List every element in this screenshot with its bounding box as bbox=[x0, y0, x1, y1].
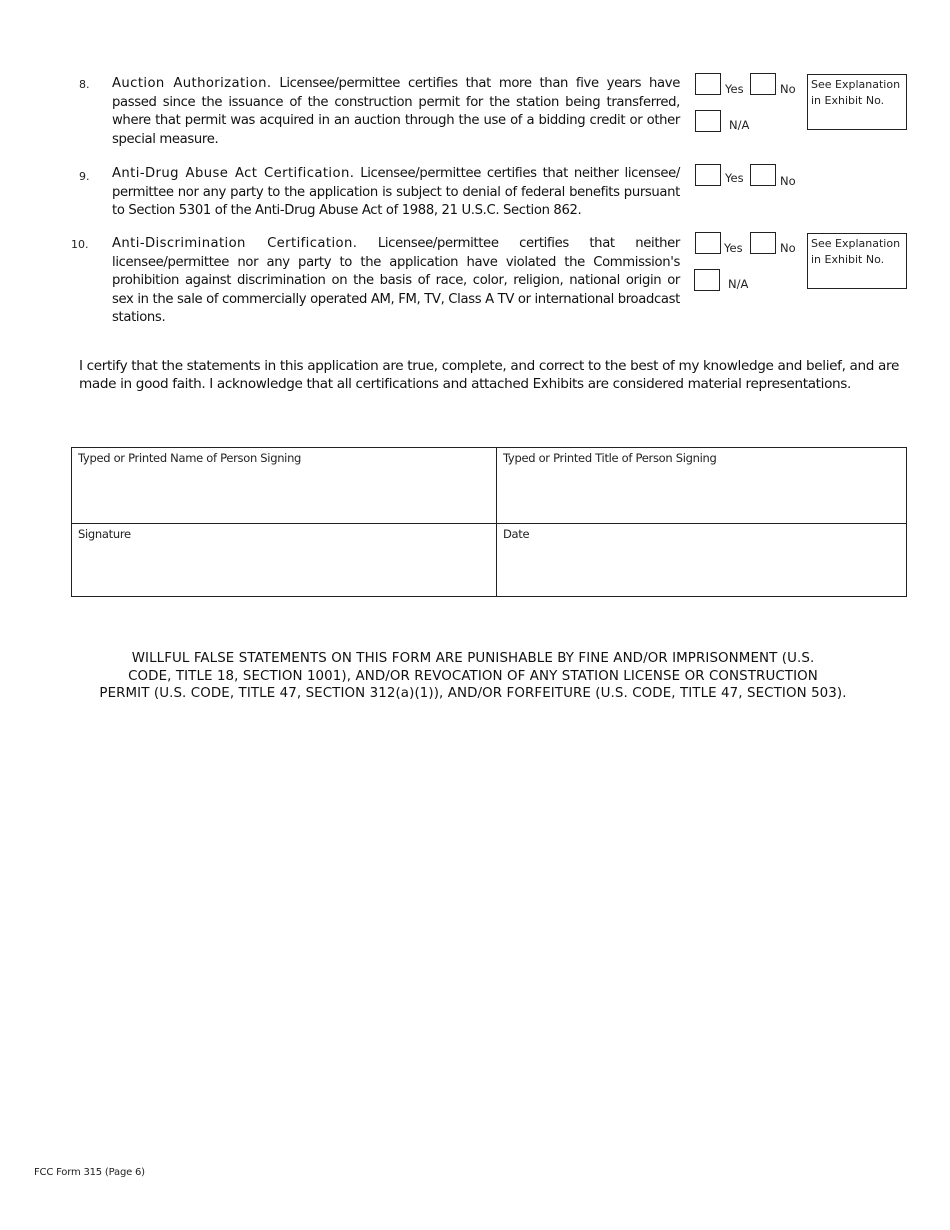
exhibit-number-box-10[interactable]: See Explanation in Exhibit No. bbox=[807, 233, 907, 289]
false-statement-warning bbox=[78, 650, 868, 703]
na-checkbox-8[interactable] bbox=[695, 110, 721, 132]
item-text bbox=[112, 75, 680, 149]
item-number: 10. bbox=[71, 238, 89, 251]
no-checkbox-8[interactable] bbox=[750, 73, 776, 95]
title-field[interactable] bbox=[497, 448, 906, 523]
item-title: Anti-Drug Abuse Act Certification. bbox=[112, 166, 355, 181]
no-label: No bbox=[780, 241, 796, 255]
na-checkbox-10[interactable] bbox=[694, 269, 720, 291]
item-text bbox=[112, 165, 680, 221]
page-footer: FCC Form 315 (Page 6) bbox=[34, 1167, 145, 1178]
name-field[interactable] bbox=[72, 448, 496, 523]
warning-line: CODE, TITLE 18, SECTION 1001), AND/OR REVOCATION OF ANY STATION LICENSE OR CONSTRUCTION bbox=[128, 668, 818, 684]
na-label: N/A bbox=[728, 277, 749, 291]
item-title: Auction Authorization. bbox=[112, 76, 272, 91]
item-body: Licensee/permittee certifies that more than five years have passed since the issuance of the construction permit for the station being transferred, where that permit was acquired in an auction through the use of a bidding credit or other special measure. bbox=[112, 76, 681, 147]
item-number: 8. bbox=[79, 78, 90, 91]
yes-label: Yes bbox=[725, 82, 744, 96]
item-body: Licensee/permittee certifies that neither licensee/ permittee nor any party to the application is subject to denial of federal benefits pursuant to Section 5301 of the Anti-Drug Abuse Act of 1988, 21 U.S.C. Section 862. bbox=[112, 166, 680, 219]
yes-checkbox-9[interactable] bbox=[695, 164, 721, 186]
item-text bbox=[112, 235, 680, 328]
no-checkbox-10[interactable] bbox=[750, 232, 776, 254]
date-field[interactable] bbox=[497, 524, 906, 596]
no-checkbox-9[interactable] bbox=[750, 164, 776, 186]
na-label: N/A bbox=[729, 118, 750, 132]
signature-field-label: Signature bbox=[78, 527, 131, 541]
no-label: No bbox=[780, 174, 796, 188]
yes-checkbox-8[interactable] bbox=[695, 73, 721, 95]
signature-field[interactable] bbox=[72, 524, 496, 596]
name-field-label: Typed or Printed Name of Person Signing bbox=[78, 451, 302, 465]
item-number: 9. bbox=[79, 170, 90, 183]
exhibit-number-box-8[interactable]: See Explanation in Exhibit No. bbox=[807, 74, 907, 130]
yes-checkbox-10[interactable] bbox=[695, 232, 721, 254]
signature-table bbox=[71, 447, 907, 597]
title-field-label: Typed or Printed Title of Person Signing bbox=[503, 451, 717, 465]
item-body: Licensee/permittee certifies that neither licensee/permittee nor any party to the application have violated the Commission's prohibition against discrimination on the basis of race, color, religion, national origin or sex in the sale of commercially operated AM, FM, TV, Class A TV or international broadcast stations. bbox=[112, 236, 680, 326]
yes-label: Yes bbox=[725, 171, 744, 185]
yes-label: Yes bbox=[724, 241, 743, 255]
no-label: No bbox=[780, 82, 796, 96]
warning-line: WILLFUL FALSE STATEMENTS ON THIS FORM ARE PUNISHABLE BY FINE AND/OR IMPRISONMENT (U.S. bbox=[131, 651, 815, 666]
warning-line: PERMIT (U.S. CODE, TITLE 47, SECTION 312(a)(1)), AND/OR FORFEITURE (U.S. CODE, TITLE 47, SECTION 503). bbox=[99, 686, 847, 702]
item-title: Anti-Discrimination Certification. bbox=[112, 236, 358, 251]
certification-statement: I certify that the statements in this application are true, complete, and correct to the best of my knowledge and belief, and are made in good faith. I acknowledge that all certifications and attached Exhibits are considered material representations. bbox=[79, 358, 899, 392]
date-field-label: Date bbox=[503, 527, 530, 541]
